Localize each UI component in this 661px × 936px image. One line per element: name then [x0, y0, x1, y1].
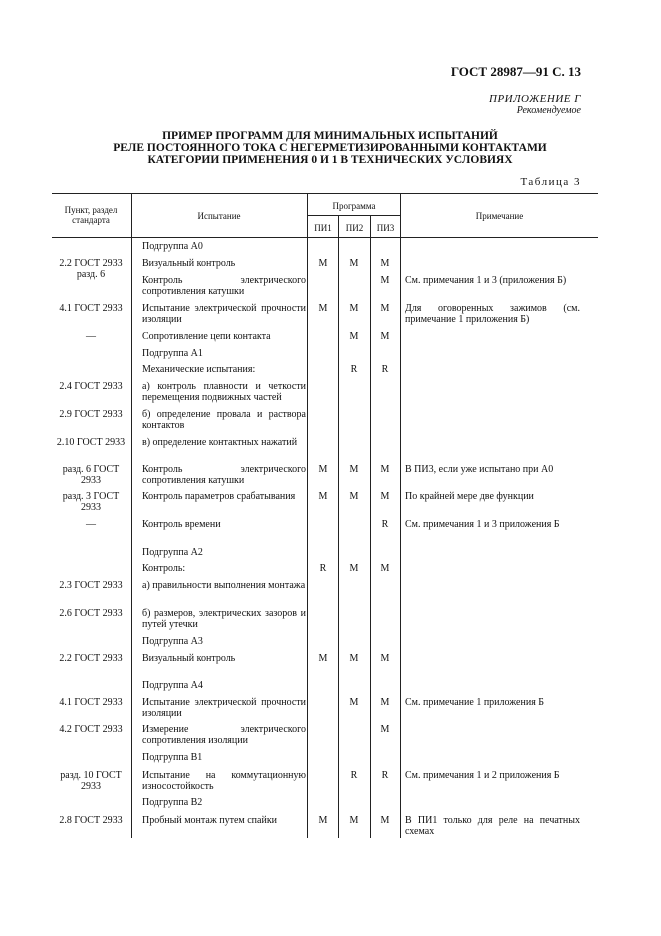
pi2-cell: М	[349, 563, 359, 574]
pi3-cell: М	[380, 258, 390, 269]
pi1-cell: R	[319, 563, 327, 574]
note-cell: В ПИ3, если уже испытано при А0	[405, 464, 554, 475]
subgroup-heading: Подгруппа А4	[142, 680, 203, 691]
appendix-title: ПРИЛОЖЕНИЕ Г	[489, 93, 581, 105]
note-cell: См. примечания 1 и 3 (приложения Б)	[405, 275, 567, 286]
pi2-cell: R	[350, 770, 358, 781]
test-cell: Визуальный контроль	[142, 258, 236, 269]
pi3-cell: М	[380, 491, 390, 502]
pi2-cell: М	[349, 303, 359, 314]
col-divider	[400, 193, 401, 838]
pi1-cell: М	[318, 464, 328, 475]
pi2-cell: R	[350, 364, 358, 375]
pi3-cell: М	[380, 331, 390, 342]
pi2-cell: М	[349, 815, 359, 826]
note-cell: По крайней мере две функции	[405, 491, 534, 502]
subgroup-heading: Подгруппа А2	[142, 547, 203, 558]
test-cell: в) определение контактных нажатий	[142, 437, 298, 448]
col-divider	[131, 193, 132, 838]
pi3-cell: М	[380, 464, 390, 475]
clause-cell: —	[86, 519, 96, 530]
pi1-cell: М	[318, 258, 328, 269]
test-cell: Испытание на коммутационную износостойкость	[142, 770, 306, 792]
header-pi1: ПИ1	[314, 223, 332, 233]
appendix-subtitle: Рекомендуемое	[516, 105, 581, 116]
pi3-cell: R	[381, 364, 389, 375]
col-divider	[370, 215, 371, 838]
pi1-cell: М	[318, 815, 328, 826]
test-cell: Испытание электрической прочности изоляции	[142, 303, 306, 325]
test-cell: Контроль:	[142, 563, 186, 574]
test-cell: Контроль времени	[142, 519, 221, 530]
test-cell: б) размеров, электрических зазоров и путей утечки	[142, 608, 306, 630]
clause-cell: 2.3 ГОСТ 2933	[59, 580, 123, 591]
program-subheader-rule	[307, 215, 400, 216]
subgroup-heading: Подгруппа А0	[142, 241, 203, 252]
header-test: Испытание	[197, 211, 241, 221]
clause-cell: разд. 10 ГОСТ 2933	[60, 770, 122, 792]
table-top-rule	[52, 193, 598, 194]
test-cell: Измерение электрического сопротивления изоляции	[142, 724, 306, 746]
clause-cell: 2.2 ГОСТ 2933 разд. 6	[59, 258, 123, 280]
pi2-cell: М	[349, 464, 359, 475]
pi2-cell: М	[349, 697, 359, 708]
note-cell: См. примечания 1 и 2 приложения Б	[405, 770, 560, 781]
note-cell: См. примечание 1 приложения Б	[405, 697, 545, 708]
clause-cell: —	[86, 331, 96, 342]
pi3-cell: R	[381, 770, 389, 781]
table-label: Таблица 3	[520, 176, 581, 188]
pi3-cell: М	[380, 697, 390, 708]
header-bottom-rule	[52, 237, 598, 238]
subgroup-heading: Подгруппа А1	[142, 348, 203, 359]
col-divider	[307, 193, 308, 838]
pi2-cell: М	[349, 653, 359, 664]
clause-cell: 2.6 ГОСТ 2933	[59, 608, 123, 619]
appendix-label	[489, 93, 581, 117]
test-cell: Сопротивление цепи контакта	[142, 331, 271, 342]
header-pi3: ПИ3	[376, 223, 395, 233]
clause-cell: разд. 3 ГОСТ 2933	[62, 491, 120, 513]
clause-cell: 2.9 ГОСТ 2933	[59, 409, 123, 420]
test-cell: Контроль параметров срабатывания	[142, 491, 296, 502]
test-cell: б) определение провала и раствора контактов	[142, 409, 306, 431]
clause-cell: 4.1 ГОСТ 2933	[59, 303, 123, 314]
pi2-cell: М	[349, 331, 359, 342]
pi3-cell: М	[380, 275, 390, 286]
clause-cell: 2.10 ГОСТ 2933	[56, 437, 126, 448]
note-cell: См. примечания 1 и 3 приложения Б	[405, 519, 560, 530]
pi1-cell: М	[318, 303, 328, 314]
test-cell: Механические испытания:	[142, 364, 256, 375]
pi1-cell: М	[318, 653, 328, 664]
pi3-cell: М	[380, 303, 390, 314]
clause-cell: 2.2 ГОСТ 2933	[59, 653, 123, 664]
header-note: Примечание	[475, 211, 524, 221]
clause-cell: 2.4 ГОСТ 2933	[59, 381, 123, 392]
clause-cell: 2.8 ГОСТ 2933	[59, 815, 123, 826]
clause-cell: 4.1 ГОСТ 2933	[59, 697, 123, 708]
document-title	[80, 130, 580, 166]
header-program: Программа	[332, 201, 376, 211]
header-pi2: ПИ2	[345, 223, 364, 233]
col-divider	[338, 215, 339, 838]
pi2-cell: М	[349, 491, 359, 502]
subgroup-heading: Подгруппа В1	[142, 752, 203, 763]
subgroup-heading: Подгруппа В2	[142, 797, 203, 808]
page-header: ГОСТ 28987—91 С. 13	[450, 64, 581, 79]
pi2-cell: М	[349, 258, 359, 269]
pi3-cell: М	[380, 563, 390, 574]
title-line: ПРИМЕР ПРОГРАММ ДЛЯ МИНИМАЛЬНЫХ ИСПЫТАНИЙ	[162, 130, 498, 142]
test-cell: Контроль электрического сопротивления катушки	[142, 464, 306, 486]
pi3-cell: М	[380, 724, 390, 735]
pi3-cell: М	[380, 815, 390, 826]
note-cell: В ПИ1 только для реле на печатных схемах	[405, 815, 580, 837]
title-line: РЕЛЕ ПОСТОЯННОГО ТОКА С НЕГЕРМЕТИЗИРОВАННЫМИ КОНТАКТАМИ	[113, 142, 547, 154]
test-cell: Испытание электрической прочности изоляции	[142, 697, 306, 719]
pi1-cell: М	[318, 491, 328, 502]
subgroup-heading: Подгруппа А3	[142, 636, 203, 647]
header-clause: Пункт, раздел стандарта	[64, 205, 118, 225]
test-cell: Контроль электрического сопротивления катушки	[142, 275, 306, 297]
clause-cell: разд. 6 ГОСТ 2933	[62, 464, 120, 486]
test-cell: Визуальный контроль	[142, 653, 236, 664]
test-cell: а) контроль плавности и четкости перемещения подвижных частей	[142, 381, 306, 403]
clause-cell: 4.2 ГОСТ 2933	[59, 724, 123, 735]
pi3-cell: R	[381, 519, 389, 530]
pi3-cell: М	[380, 653, 390, 664]
title-line: КАТЕГОРИИ ПРИМЕНЕНИЯ 0 И 1 В ТЕХНИЧЕСКИХ УСЛОВИЯХ	[147, 154, 513, 166]
test-cell: Пробный монтаж путем спайки	[142, 815, 278, 826]
test-cell: а) правильности выполнения монтажа	[142, 580, 306, 591]
note-cell: Для оговоренных зажимов (см. примечание 1 приложения Б)	[405, 303, 580, 325]
